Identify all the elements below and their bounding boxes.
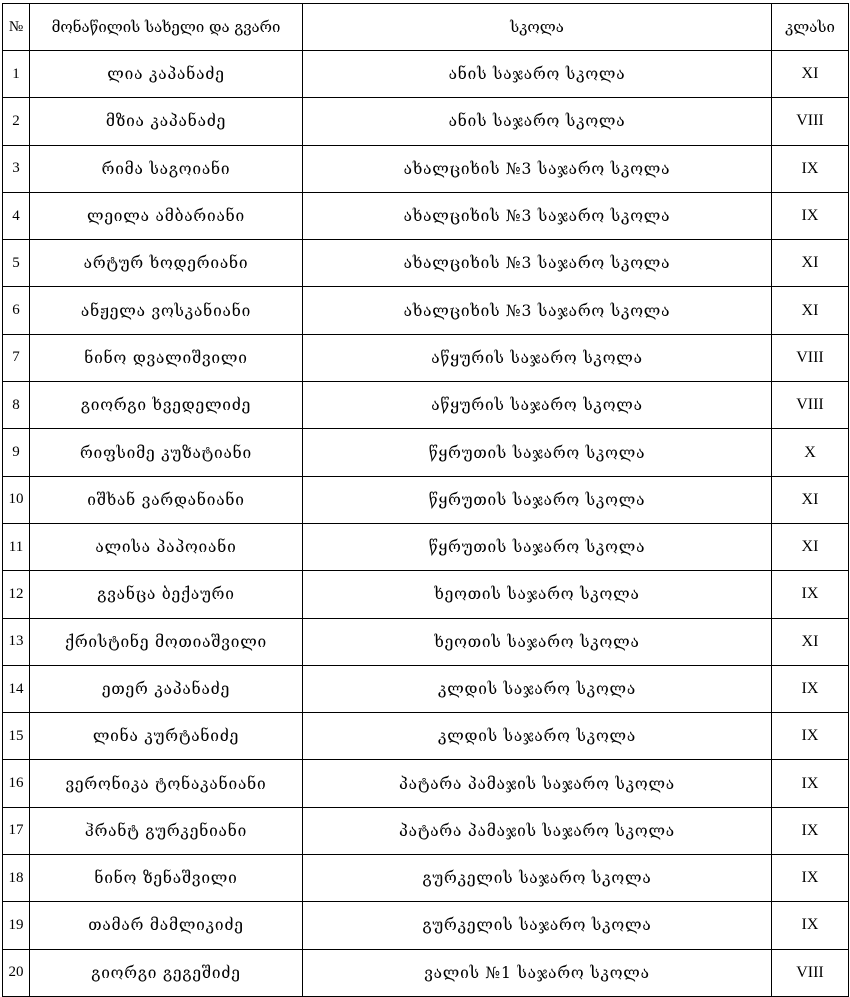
school-name: ხეოთის საჯარო სკოლა	[303, 571, 772, 618]
school-name: პატარა პამაჯის საჯარო სკოლა	[303, 807, 772, 854]
row-number: 7	[3, 334, 30, 381]
table-row	[3, 949, 849, 996]
school-name: კლდის საჯარო სკოლა	[303, 665, 772, 712]
row-number: 15	[3, 713, 30, 760]
participant-name: ლია კაპანაძე	[30, 51, 303, 98]
table-row	[3, 192, 849, 239]
table-row	[3, 902, 849, 949]
table-row	[3, 51, 849, 98]
table-row	[3, 240, 849, 287]
row-number: 5	[3, 240, 30, 287]
school-name: აწყურის საჯარო სკოლა	[303, 382, 772, 429]
participant-name: გიორგი გეგეშიძე	[30, 949, 303, 996]
table-row	[3, 618, 849, 665]
school-name: ვალის №1 საჯარო სკოლა	[303, 949, 772, 996]
school-name: წყრუთის საჯარო სკოლა	[303, 476, 772, 523]
row-number: 18	[3, 855, 30, 902]
row-number: 19	[3, 902, 30, 949]
table-row	[3, 713, 849, 760]
table-row	[3, 571, 849, 618]
table-row	[3, 382, 849, 429]
school-name: ახალციხის №3 საჯარო სკოლა	[303, 287, 772, 334]
participant-name: რიმა საგოიანი	[30, 145, 303, 192]
row-number: 14	[3, 665, 30, 712]
school-name: ხეოთის საჯარო სკოლა	[303, 618, 772, 665]
school-name: წყრუთის საჯარო სკოლა	[303, 429, 772, 476]
table-row	[3, 287, 849, 334]
table-row	[3, 334, 849, 381]
participant-name: მზია კაპანაძე	[30, 98, 303, 145]
row-number: 17	[3, 807, 30, 854]
class-grade: VIII	[772, 949, 849, 996]
school-name: ანის საჯარო სკოლა	[303, 98, 772, 145]
participants-table	[2, 3, 849, 997]
table-header-row	[3, 4, 849, 51]
school-name: ახალციხის №3 საჯარო სკოლა	[303, 192, 772, 239]
participant-name: არტურ ხოდერიანი	[30, 240, 303, 287]
school-name: გურკელის საჯარო სკოლა	[303, 855, 772, 902]
table-row	[3, 476, 849, 523]
school-name: გურკელის საჯარო სკოლა	[303, 902, 772, 949]
class-grade: X	[772, 429, 849, 476]
participant-name: ლინა კურტანიძე	[30, 713, 303, 760]
class-grade: IX	[772, 665, 849, 712]
participant-name: რიფსიმე კუზატიანი	[30, 429, 303, 476]
school-name: აწყურის საჯარო სკოლა	[303, 334, 772, 381]
row-number: 20	[3, 949, 30, 996]
header-name: მონაწილის სახელი და გვარი	[30, 4, 303, 51]
participant-name: გვანცა ბექაური	[30, 571, 303, 618]
class-grade: VIII	[772, 382, 849, 429]
class-grade: XI	[772, 287, 849, 334]
row-number: 4	[3, 192, 30, 239]
row-number: 9	[3, 429, 30, 476]
row-number: 3	[3, 145, 30, 192]
class-grade: XI	[772, 523, 849, 570]
participant-name: იშხან ვარდანიანი	[30, 476, 303, 523]
row-number: 16	[3, 760, 30, 807]
row-number: 12	[3, 571, 30, 618]
table-row	[3, 523, 849, 570]
row-number: 13	[3, 618, 30, 665]
participant-name: ეთერ კაპანაძე	[30, 665, 303, 712]
class-grade: IX	[772, 713, 849, 760]
participant-name: ლეილა ამბარიანი	[30, 192, 303, 239]
participant-name: ვერონიკა ტონაკანიანი	[30, 760, 303, 807]
row-number: 8	[3, 382, 30, 429]
header-school: სკოლა	[303, 4, 772, 51]
class-grade: VIII	[772, 98, 849, 145]
class-grade: IX	[772, 192, 849, 239]
table-row	[3, 98, 849, 145]
table-row	[3, 665, 849, 712]
participant-name: თამარ მამლიკიძე	[30, 902, 303, 949]
row-number: 1	[3, 51, 30, 98]
school-name: კლდის საჯარო სკოლა	[303, 713, 772, 760]
table-row	[3, 145, 849, 192]
school-name: წყრუთის საჯარო სკოლა	[303, 523, 772, 570]
class-grade: IX	[772, 571, 849, 618]
school-name: პატარა პამაჯის საჯარო სკოლა	[303, 760, 772, 807]
table-row	[3, 760, 849, 807]
header-number: №	[3, 4, 30, 51]
participant-name: ჰრანტ გურკენიანი	[30, 807, 303, 854]
row-number: 10	[3, 476, 30, 523]
class-grade: IX	[772, 760, 849, 807]
row-number: 6	[3, 287, 30, 334]
table-row	[3, 855, 849, 902]
participant-name: ქრისტინე მოთიაშვილი	[30, 618, 303, 665]
class-grade: IX	[772, 145, 849, 192]
class-grade: XI	[772, 618, 849, 665]
class-grade: IX	[772, 902, 849, 949]
school-name: ახალციხის №3 საჯარო სკოლა	[303, 145, 772, 192]
table-body	[3, 51, 849, 997]
row-number: 2	[3, 98, 30, 145]
class-grade: IX	[772, 855, 849, 902]
participant-name: ანჟელა ვოსკანიანი	[30, 287, 303, 334]
table-row	[3, 807, 849, 854]
participant-name: გიორგი ხვედელიძე	[30, 382, 303, 429]
table-row	[3, 429, 849, 476]
class-grade: VIII	[772, 334, 849, 381]
row-number: 11	[3, 523, 30, 570]
class-grade: XI	[772, 476, 849, 523]
class-grade: XI	[772, 240, 849, 287]
participant-name: ნინო დვალიშვილი	[30, 334, 303, 381]
school-name: ანის საჯარო სკოლა	[303, 51, 772, 98]
header-class: კლასი	[772, 4, 849, 51]
class-grade: IX	[772, 807, 849, 854]
participant-name: ალისა პაპოიანი	[30, 523, 303, 570]
class-grade: XI	[772, 51, 849, 98]
participant-name: ნინო ზენაშვილი	[30, 855, 303, 902]
school-name: ახალციხის №3 საჯარო სკოლა	[303, 240, 772, 287]
